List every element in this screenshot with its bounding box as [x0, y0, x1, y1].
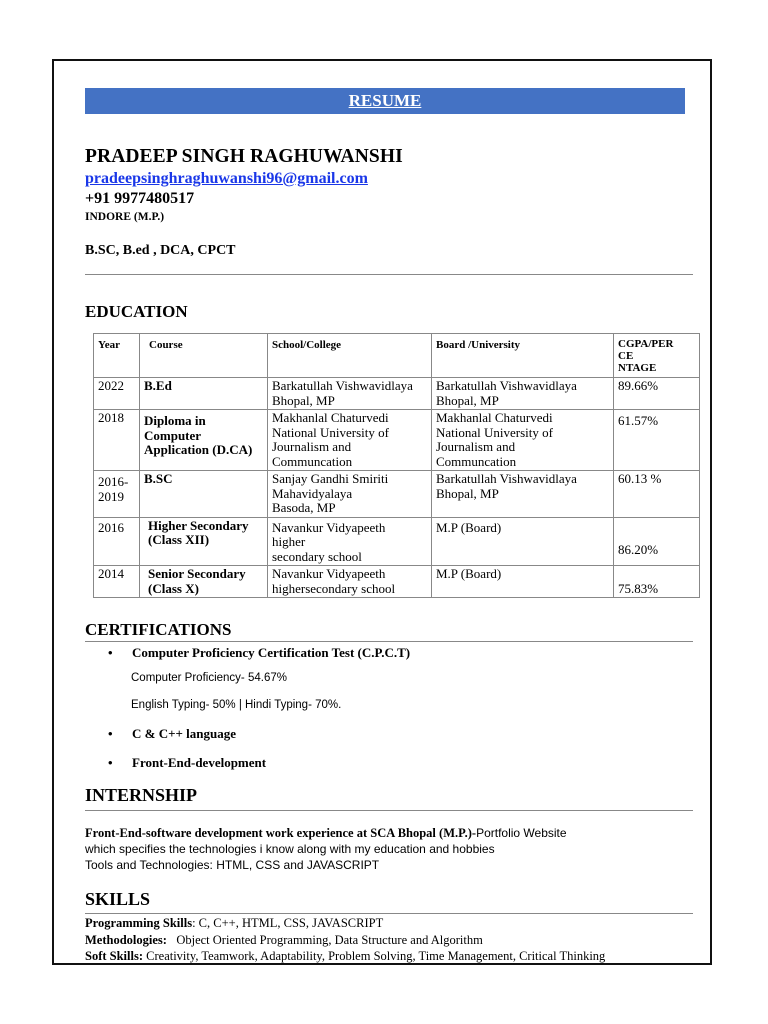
board-cell: Barkatullah Vishwavidlaya Bhopal, MP: [432, 378, 614, 410]
score-cell: 60.13 %: [614, 471, 700, 518]
education-table: [93, 333, 700, 598]
course-cell: B.Ed: [140, 378, 268, 410]
school-cell: Makhanlal Chaturvedi National University of Journalism and Communcation: [268, 410, 432, 471]
year-cell: 2016: [94, 517, 140, 566]
board-cell: Barkatullah Vishwavidlaya Bhopal, MP: [432, 471, 614, 518]
skill-value: : C, C++, HTML, CSS, JAVASCRIPT: [192, 916, 384, 930]
skill-row: [85, 948, 705, 965]
cert-label: C & C++ language: [132, 726, 237, 741]
table-row: [94, 566, 700, 598]
cert-label: Computer Proficiency Certification Test (C.P.C.T): [132, 645, 411, 660]
score-cell: 61.57%: [614, 410, 700, 471]
skill-row: [85, 915, 705, 932]
list-item: [108, 726, 236, 742]
year-cell: 2018: [94, 410, 140, 471]
skills-list: [85, 915, 705, 965]
skill-label: Soft Skills:: [85, 949, 144, 963]
list-item: [108, 755, 266, 771]
location: INDORE (M.P.): [85, 211, 165, 223]
cert-label: Front-End-development: [132, 755, 267, 770]
divider: [85, 810, 693, 811]
bullet-icon: •: [108, 645, 113, 660]
column-header: Year: [94, 334, 140, 378]
internship-role: Front-End-software development work experience at SCA Bhopal (M.P.)-: [85, 826, 477, 840]
course-cell: B.SC: [140, 471, 268, 518]
table-row: [94, 517, 700, 566]
table-row: [94, 410, 700, 471]
year-cell: 2016- 2019: [94, 471, 140, 518]
column-header: Board /University: [432, 334, 614, 378]
year-cell: 2014: [94, 566, 140, 598]
internship-line: [85, 825, 695, 841]
resume-title-bar: [85, 88, 685, 114]
skill-label: Programming Skills: [85, 916, 193, 930]
course-cell: Senior Secondary (Class X): [140, 566, 268, 598]
phone-number: +91 9977480517: [85, 190, 195, 207]
divider: [85, 913, 693, 914]
internship-description: [85, 825, 695, 873]
table-row: [94, 471, 700, 518]
skills-heading: SKILLS: [85, 889, 151, 909]
score-cell: 75.83%: [614, 566, 700, 598]
school-cell: Barkatullah Vishwavidlaya Bhopal, MP: [268, 378, 432, 410]
skill-value: Creativity, Teamwork, Adaptability, Problem Solving, Time Management, Critical Thinking: [143, 949, 606, 963]
bullet-icon: •: [108, 726, 113, 741]
table-header-row: [94, 334, 700, 378]
email-link[interactable]: pradeepsinghraghuwanshi96@gmail.com: [85, 170, 368, 187]
resume-title: RESUME: [348, 91, 422, 110]
school-cell: Navankur Vidyapeeth higher secondary school: [268, 517, 432, 566]
divider: [85, 641, 693, 642]
board-cell: M.P (Board): [432, 566, 614, 598]
year-cell: 2022: [94, 378, 140, 410]
divider: [85, 274, 693, 275]
education-heading: EDUCATION: [85, 302, 188, 321]
internship-project: Portfolio Website: [476, 826, 567, 840]
skill-label: Methodologies:: [85, 932, 167, 947]
column-header: CGPA/PER CE NTAGE: [614, 334, 700, 378]
certifications-heading: CERTIFICATIONS: [85, 620, 232, 639]
cert-detail: Computer Proficiency- 54.67%: [131, 672, 287, 684]
school-cell: Navankur Vidyapeeth highersecondary school: [268, 566, 432, 598]
board-cell: M.P (Board): [432, 517, 614, 566]
list-item: [108, 645, 410, 661]
cert-detail: English Typing- 50% | Hindi Typing- 70%.: [131, 699, 342, 711]
internship-heading: INTERNSHIP: [85, 785, 198, 805]
skill-row: [85, 932, 705, 949]
column-header: Course: [140, 334, 268, 378]
school-cell: Sanjay Gandhi Smiriti Mahavidyalaya Basoda, MP: [268, 471, 432, 518]
internship-line: which specifies the technologies i know along with my education and hobbies: [85, 842, 495, 856]
qualifications: B.SC, B.ed , DCA, CPCT: [85, 243, 236, 258]
score-cell: 89.66%: [614, 378, 700, 410]
table-row: [94, 378, 700, 410]
board-cell: Makhanlal Chaturvedi National University of Journalism and Communcation: [432, 410, 614, 471]
bullet-icon: •: [108, 755, 113, 770]
course-cell: Diploma in Computer Application (D.CA): [140, 410, 268, 471]
score-cell: 86.20%: [614, 517, 700, 566]
candidate-name: PRADEEP SINGH RAGHUWANSHI: [85, 146, 403, 167]
course-cell: Higher Secondary (Class XII): [140, 517, 268, 566]
skill-value: Object Oriented Programming, Data Structure and Algorithm: [166, 932, 483, 947]
internship-line: Tools and Technologies: HTML, CSS and JAVASCRIPT: [85, 858, 380, 872]
column-header: School/College: [268, 334, 432, 378]
